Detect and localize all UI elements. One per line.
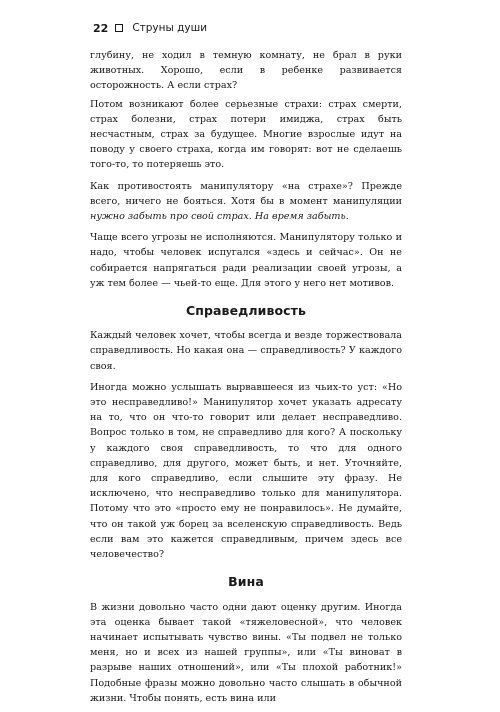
paragraph xyxy=(90,179,402,225)
running-head xyxy=(93,21,207,35)
emphasized-text: нужно забыть про свой страх. На время забыть. xyxy=(90,211,349,223)
page-number: 22 xyxy=(93,21,109,35)
paragraph: Потом возникают более серьезные страхи: страх смерти, страх болезни, страх потери имиджа, страх быть несчастным, страх за будущее. Многие взрослые идут на поводу у своего страха, когда им говорят: вот не сделаешь того-то, то потеряешь это. xyxy=(90,98,402,171)
paragraph: глубину, не ходил в темную комнату, не брал в руки животных. Хорошо, если в ребенке развивается осторожность. А если страх? xyxy=(90,50,402,92)
square-bullet-icon xyxy=(115,24,123,32)
body-text xyxy=(90,48,402,712)
paragraph: Чаще всего угрозы не исполняются. Манипулятору только и надо, чтобы человек испугался «здесь и сейчас». Он не собирается напрягаться ради реализации своей угрозы, а уж тем более — чьей-то еще. Для этого у него нет мотивов. xyxy=(90,232,402,289)
section-heading-guilt: Вина xyxy=(228,574,264,590)
book-title: Струны души xyxy=(132,22,208,34)
paragraph: Иногда можно услышать вырвавшееся из чьих-то уст: «Но это несправедливо!» Манипулятор хочет указать адресату на то, что он что-то говорит или делает несправедливо. Вопрос только в том, не справедливо для кого? А поскольку у каждого своя справедливость, то что для одного справедливо, для другого, может быть, и нет. Уточняйте, для кого справедливо, если слышите эту фразу. Не исключено, что несправедливо только для манипулятора. Потому что это «просто ему не понравилось». Не думайте, что он такой уж борец за вселенскую справедливость. Ведь если вам это кажется справедливым, причем здесь все человечество? xyxy=(90,381,402,561)
paragraph-text: Как противостоять манипулятору «на страхе»? Прежде всего, ничего не бояться. Хотя бы в момент манипуляции xyxy=(90,180,402,207)
paragraph: В жизни довольно часто одни дают оценку другим. Иногда эта оценка бывает такой «тяжеловесной», что человек начинает испытывать чувство вины. «Ты подвел не только меня, но и всех из нашей группы», или «Ты виноват в разрыве наших отношений», или «Ты плохой работник!» Подобные фразы можно довольно часто слышать в обычной жизни. Чтобы понять, есть вина или xyxy=(90,601,402,704)
section-heading-justice: Справедливость xyxy=(185,303,307,319)
paragraph: Каждый человек хочет, чтобы всегда и везде торжествовала справедливость. Но какая она — справедливость? У каждого своя. xyxy=(90,330,402,372)
